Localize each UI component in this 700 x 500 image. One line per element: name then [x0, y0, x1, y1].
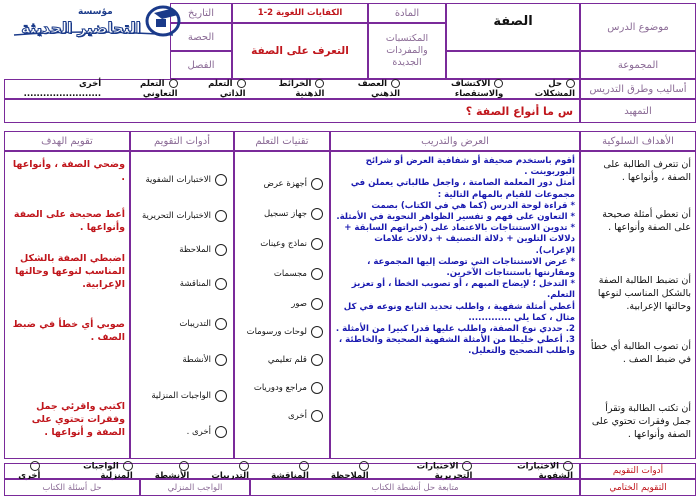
assessment-item: وضحي الصفة ، وأنواعها .	[12, 159, 125, 183]
logo-title: التحاضير الحديثة	[21, 19, 141, 37]
presentation-step: 3. أعطي خليطا من الأمثلة الشفهية الصحيحة والخاطئة ، واطلب التصحيح والتعليل.	[338, 335, 575, 357]
strategy-item[interactable]: أخرى ........................	[23, 79, 102, 99]
tool-option[interactable]: الاختبارات الشفوية	[145, 174, 227, 186]
tool-option[interactable]: الملاحظة	[179, 244, 227, 256]
footer-tools-list	[4, 461, 580, 482]
technique-option[interactable]: أخرى	[288, 410, 323, 422]
site-logo	[8, 5, 184, 47]
footer-tools-label: أدوات التقويم	[580, 463, 696, 479]
technique-option[interactable]: لوحات ورسومات	[247, 326, 323, 338]
footer-tool-option[interactable]: الاختبارات الشفوية	[517, 461, 573, 482]
tool-option[interactable]: الواجبات المنزلية	[151, 390, 227, 402]
assessment-item: أعط صحيحة على الصفة وأنواعها .	[13, 209, 125, 233]
footer-tool-option[interactable]: الاختبارات التحريرية	[416, 461, 473, 482]
tool-option[interactable]: المناقشة	[180, 278, 227, 290]
presentation-step: أقوم باستخدم صحيفة أو شفافية العرض أو شرائح البوربوينت .	[365, 156, 575, 178]
class-label: الفصل	[170, 51, 232, 79]
footer-tool-option[interactable]: المناقشة	[258, 461, 309, 482]
presentation-step: * التعاون على فهم و تفسير الظواهر النحوية في الأمثلة.	[336, 212, 575, 223]
techniques-header: تقنيات التعلم	[234, 131, 330, 151]
footer-tool-option[interactable]: الأنشطة	[142, 461, 190, 482]
logo-subtitle: مؤسسة	[78, 7, 113, 17]
objectives-header: الأهداف السلوكية	[580, 131, 696, 151]
technique-option[interactable]: قلم تعليمي	[268, 354, 323, 366]
presentation-step: أعطي أمثلة شفهية ، واطلب تحديد التابع ونوعه في كل مثال ، كما يلي .............	[343, 301, 575, 323]
date-label: التاريخ	[170, 3, 232, 23]
strategy-item[interactable]: حل المشكلات	[534, 79, 575, 99]
strategy-item[interactable]: التعلم الذاتي	[208, 79, 246, 99]
assessment-column	[4, 151, 130, 459]
subject-label: المادة	[368, 3, 446, 23]
strategy-item[interactable]: العصف الذهني	[357, 79, 401, 99]
assessment-item: اكتبي واقرئي جمل وفقرات تحتوي على الصفة و أنواعها .	[31, 401, 125, 438]
objective-item: أن تصوب الطالبة أي خطأ في ضبط الصف .	[590, 341, 691, 365]
assessment-header: تقويم الهدف	[4, 131, 130, 151]
tool-option[interactable]: التدريبات	[179, 318, 227, 330]
technique-option[interactable]: جهاز تسجيل	[264, 208, 323, 220]
objectives-column	[580, 151, 696, 459]
strategies-list	[4, 79, 580, 99]
lesson-plan	[4, 3, 696, 497]
presentation-step: * التدخل ؛ لإيضاح المبهم ، أو تصويب الخطأ ، أو تعزيز التعلم.	[351, 279, 575, 301]
final-item: متابعة حل أنشطة الكتاب	[250, 479, 580, 496]
technique-option[interactable]: مراجع ودوريات	[254, 382, 323, 394]
presentation-header: العرض والتدريب	[330, 131, 580, 151]
final-item: الواجب المنزلي	[140, 479, 250, 496]
footer-tool-option[interactable]: الملاحظة	[318, 461, 369, 482]
technique-option[interactable]: نماذج وعينات	[260, 238, 323, 250]
presentation-step: * عرض الاستنتاجات التي توصلت إليها المجموعة ، ومقارنتها باستنتاجات الآخرين.	[367, 256, 575, 279]
final-item: حل أسئلة الكتاب	[4, 479, 140, 496]
tools-column	[130, 151, 234, 459]
footer-tool-option[interactable]: الواجبات المنزلية	[83, 461, 133, 482]
techniques-column	[234, 151, 330, 459]
topic-label: موضوع الدرس	[580, 3, 696, 51]
presentation-column	[330, 151, 580, 459]
objective-item: أن تضبط الطالبة الصفة بالشكل المناسب لنوعها وحالتها الإعرابية.	[597, 275, 691, 312]
objective-item: أن تعطي أمثلة صحيحة على الصفة وأنواعها .	[602, 209, 691, 233]
presentation-step: * قراءة لوحة الدرس (كما هي في الكتاب) بصمت	[371, 200, 575, 211]
tool-option[interactable]: الاختبارات التحريرية	[142, 210, 227, 222]
book-name: الكفايات اللغوية 2-1	[232, 3, 368, 23]
strategy-item[interactable]: التعلم التعاوني	[140, 79, 178, 99]
strategy-item[interactable]: الخرائط الذهنية	[278, 79, 325, 99]
group-value	[446, 51, 580, 79]
lesson-title: التعرف على الصفة	[232, 23, 368, 79]
topic-value: الصفة	[446, 3, 580, 51]
group-label: المجموعة	[580, 51, 696, 79]
technique-option[interactable]: أجهزة عرض	[264, 178, 323, 190]
strategies-label: أساليب وطرق التدريس	[580, 79, 696, 99]
strategy-item[interactable]: الاكتشاف والاستقصاء	[450, 79, 504, 99]
vocab-label: المكتسبات والمفردات الجديدة	[368, 23, 446, 79]
tool-option[interactable]: أخرى .	[187, 426, 227, 438]
objective-item: أن تكتب الطالبة وتقرأ جمل وفقرات تحتوي على الصفة وأنواعها .	[591, 403, 691, 440]
presentation-step: أمثل دور المعلمة الصامتة ، واجعل طالباتي يعملن في مجموعات للقيام بالمهام التالية :	[350, 178, 575, 200]
presentation-step: 2. حددي نوع الصفة، واطلب عليها قدرا كبيرا من الأمثلة .	[335, 324, 575, 335]
presentation-text	[335, 156, 575, 358]
technique-option[interactable]: صور	[291, 298, 323, 310]
footer-tool-option[interactable]: أخرى	[5, 461, 40, 482]
period-label: الحصة	[170, 23, 232, 51]
technique-option[interactable]: مجسمات	[274, 268, 323, 280]
tool-option[interactable]: الأنشطة	[182, 354, 227, 366]
final-assessment-label: التقويم الختامي	[580, 479, 696, 496]
footer-tool-option[interactable]: التدريبات	[198, 461, 249, 482]
presentation-step: * تدوين الاستنتاجات بالاعتماد على (خبراتهم السابقة + دلالات التلوين + دلالة التصنيف + دلالات علامات الإعراب).	[344, 223, 575, 256]
intro-text: س ما أنواع الصفة ؟	[4, 99, 580, 123]
assessment-item: اضبطي الصفة بالشكل المناسب لنوعها وحالتها الإعرابية.	[15, 253, 125, 290]
tools-header: أدوات التقويم	[130, 131, 234, 151]
intro-label: التمهيد	[580, 99, 696, 123]
assessment-item: صوبي أي خطأ في ضبط الصف .	[12, 319, 125, 343]
objective-item: أن تتعرف الطالبة على الصفة ، وأنواعها .	[603, 159, 691, 183]
